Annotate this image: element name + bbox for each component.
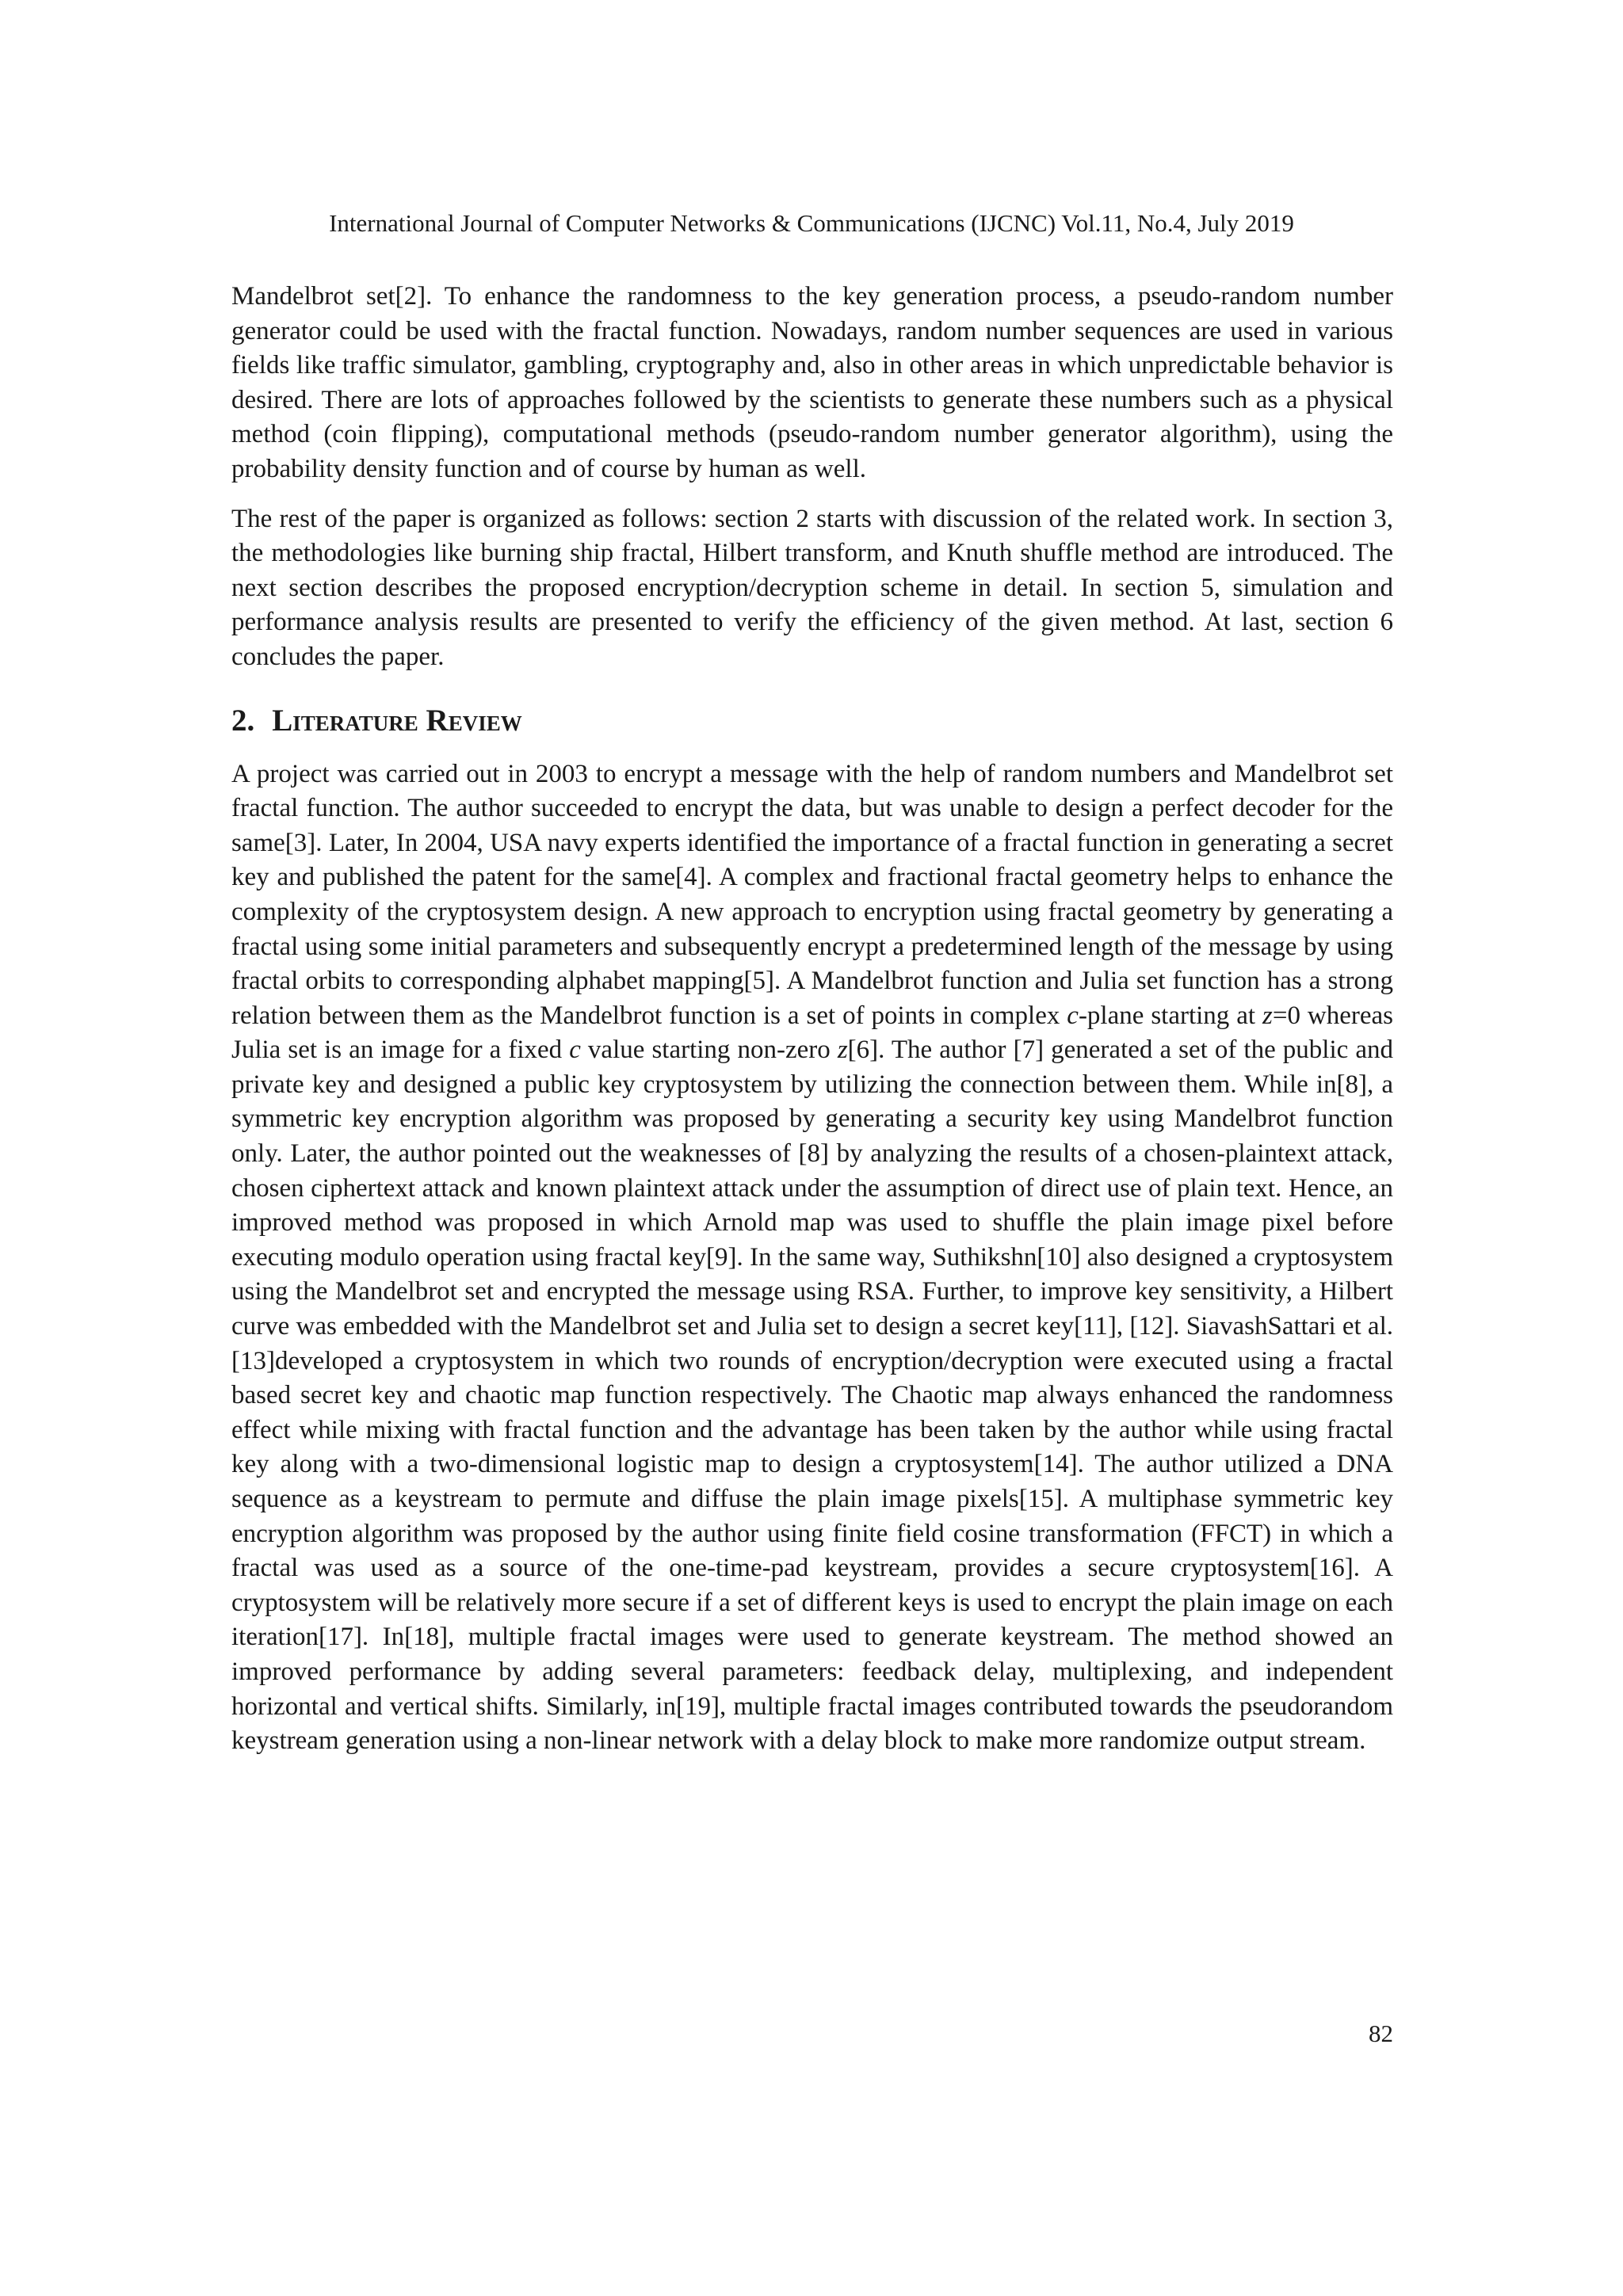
page-body <box>231 280 1393 1759</box>
literature-text-part-4: value starting non-zero <box>580 1035 838 1065</box>
literature-text-part-2: -plane starting at <box>1078 1001 1262 1030</box>
running-header: International Journal of Computer Networks & Communications (IJCNC) Vol.11, No.4, July 2019 <box>329 209 1294 237</box>
page-number: 82 <box>1369 2019 1393 2047</box>
section-number: 2. <box>231 703 255 738</box>
intro-paragraph-1: Mandelbrot set[2]. To enhance the randomness to the key generation process, a pseudo-random number generator could be used with the fractal function. Nowadays, random number sequences are used in various fields like traffic simulator, gambling, cryptography and, also in other areas in which unpredictable behavior is desired. There are lots of approaches followed by the scientists to generate these numbers such as a physical method (coin flipping), computational methods (pseudo-random number generator algorithm), using the probability density function and of course by human as well. <box>231 282 1393 483</box>
variable-z: z <box>1262 1001 1273 1030</box>
literature-review-paragraph <box>231 757 1393 1759</box>
section-title: Literature Review <box>272 703 522 738</box>
literature-text-part-3: =0 whereas Julia set is an image for a fixed <box>231 1001 1393 1065</box>
section-heading <box>231 702 1393 740</box>
variable-z: z <box>837 1035 848 1065</box>
variable-c: c <box>569 1035 581 1065</box>
intro-paragraph-2: The rest of the paper is organized as follows: section 2 starts with discussion of the related work. In section 3, the methodologies like burning ship fractal, Hilbert transform, and Knuth shuffle method are introduced. The next section describes the proposed encryption/decryption scheme in detail. In section 5, simulation and performance analysis results are presented to verify the efficiency of the given method. At last, section 6 concludes the paper. <box>231 504 1393 671</box>
literature-text-part-1: A project was carried out in 2003 to encrypt a message with the help of random numbers and Mandelbrot set fractal function. The author succeeded to encrypt the data, but was unable to design a perfect decoder for the same[3]. Later, In 2004, USA navy experts identified the importance of a fractal function in generating a secret key and published the patent for the same[4]. A complex and fractional fractal geometry helps to enhance the complexity of the cryptosystem design. A new approach to encryption using fractal geometry by generating a fractal using some initial parameters and subsequently encrypt a predetermined length of the message by using fractal orbits to corresponding alphabet mapping[5]. A Mandelbrot function and Julia set function has a strong relation between them as the Mandelbrot function is a set of points in complex <box>231 759 1393 1030</box>
variable-c: c <box>1067 1001 1079 1030</box>
literature-text-part-5: [6]. The author [7] generated a set of the public and private key and designed a public key cryptosystem by utilizing the connection between them. While in[8], a symmetric key encryption algorithm was proposed by generating a security key using Mandelbrot function only. Later, the author pointed out the weaknesses of [8] by analyzing the results of a chosen-plaintext attack, chosen ciphertext attack and known plaintext attack under the assumption of direct use of plain text. Hence, an improved method was proposed in which Arnold map was used to shuffle the plain image pixel before executing modulo operation using fractal key[9]. In the same way, Suthikshn[10] also designed a cryptosystem using the Mandelbrot set and encrypted the message using RSA. Further, to improve key sensitivity, a Hilbert curve was embedded with the Mandelbrot set and Julia set to design a secret key[11], [12]. SiavashSattari et al. [13]developed a cryptosystem in which two rounds of encryption/decryption were executed using a fractal based secret key and chaotic map function respectively. The Chaotic map always enhanced the randomness effect while mixing with fractal function and the advantage has been taken by the author while using fractal key along with a two-dimensional logistic map to design a cryptosystem[14]. The author utilized a DNA sequence as a keystream to permute and diffuse the plain image pixels[15]. A multiphase symmetric key encryption algorithm was proposed by the author using finite field cosine transformation (FFCT) in which a fractal was used as a source of the one-time-pad keystream, provides a secure cryptosystem[16]. A cryptosystem will be relatively more secure if a set of different keys is used to encrypt the plain image on each iteration[17]. In[18], multiple fractal images were used to generate keystream. The method showed an improved performance by adding several parameters: feedback delay, multiplexing, and independent horizontal and vertical shifts. Similarly, in[19], multiple fractal images contributed towards the pseudorandom keystream generation using a non-linear network with a delay block to make more randomize output stream. <box>231 1035 1393 1756</box>
